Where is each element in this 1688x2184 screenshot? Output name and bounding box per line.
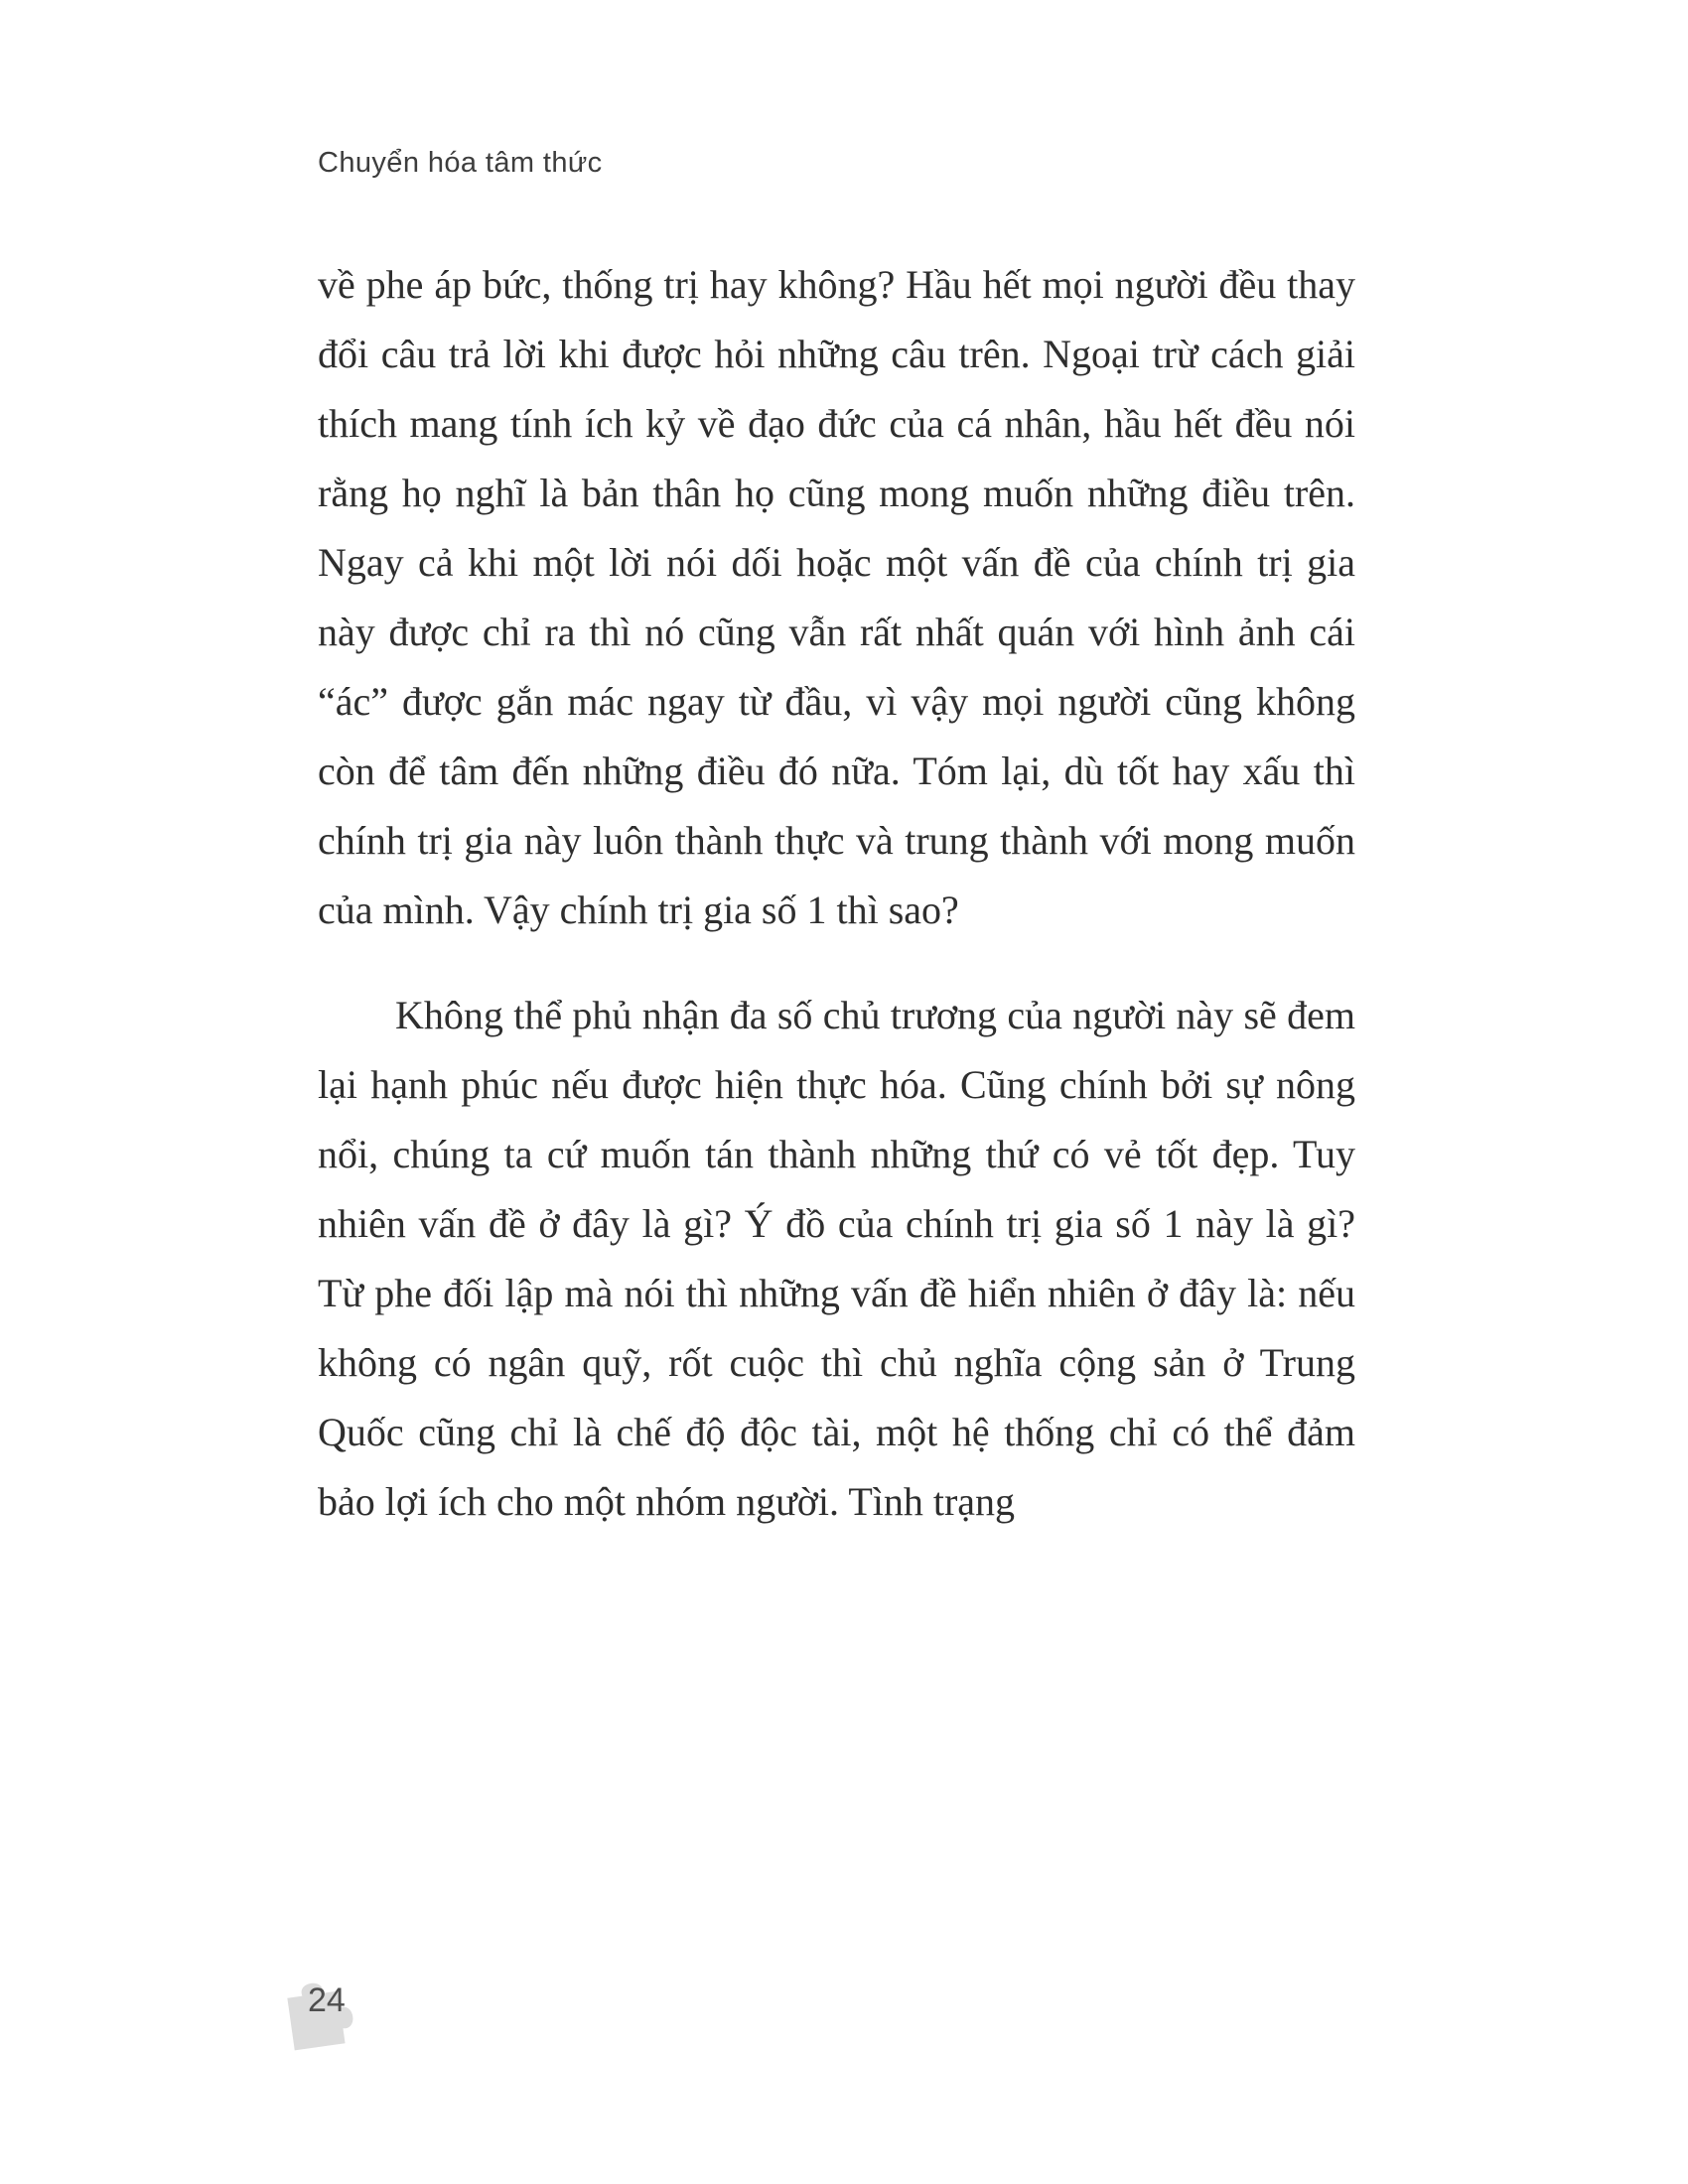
- body-paragraph-2: Không thể phủ nhận đa số chủ trương của người này sẽ đem lại hạnh phúc nếu được hiện thực hóa. Cũng chính bởi sự nông nổi, chúng ta cứ muốn tán thành những thứ có vẻ tốt đẹp. Tuy nhiên vấn đề ở đây là gì? Ý đồ của chính trị gia số 1 này là gì? Từ phe đối lập mà nói thì những vấn đề hiển nhiên ở đây là: nếu không có ngân quỹ, rốt cuộc thì chủ nghĩa cộng sản ở Trung Quốc cũng chỉ là chế độ độc tài, một hệ thống chỉ có thể đảm bảo lợi ích cho một nhóm người. Tình trạng: [318, 993, 1355, 1524]
- page-footer: [260, 1958, 419, 2067]
- running-header: Chuyển hóa tâm thức: [318, 147, 603, 179]
- body-paragraph-1: về phe áp bức, thống trị hay không? Hầu hết mọi người đều thay đổi câu trả lời khi được hỏi những câu trên. Ngoại trừ cách giải thích mang tính ích kỷ về đạo đức của cá nhân, hầu hết đều nói rằng họ nghĩ là bản thân họ cũng mong muốn những điều trên. Ngay cả khi một lời nói dối hoặc một vấn đề của chính trị gia này được chỉ ra thì nó cũng vẫn rất nhất quán với hình ảnh cái “ác” được gắn mác ngay từ đầu, vì vậy mọi người cũng không còn để tâm đến những điều đó nữa. Tóm lại, dù tốt hay xấu thì chính trị gia này luôn thành thực và trung thành với mong muốn của mình. Vậy chính trị gia số 1 thì sao?: [318, 262, 1355, 932]
- page-number: 24: [308, 1981, 346, 2019]
- body-text: [318, 250, 1355, 1537]
